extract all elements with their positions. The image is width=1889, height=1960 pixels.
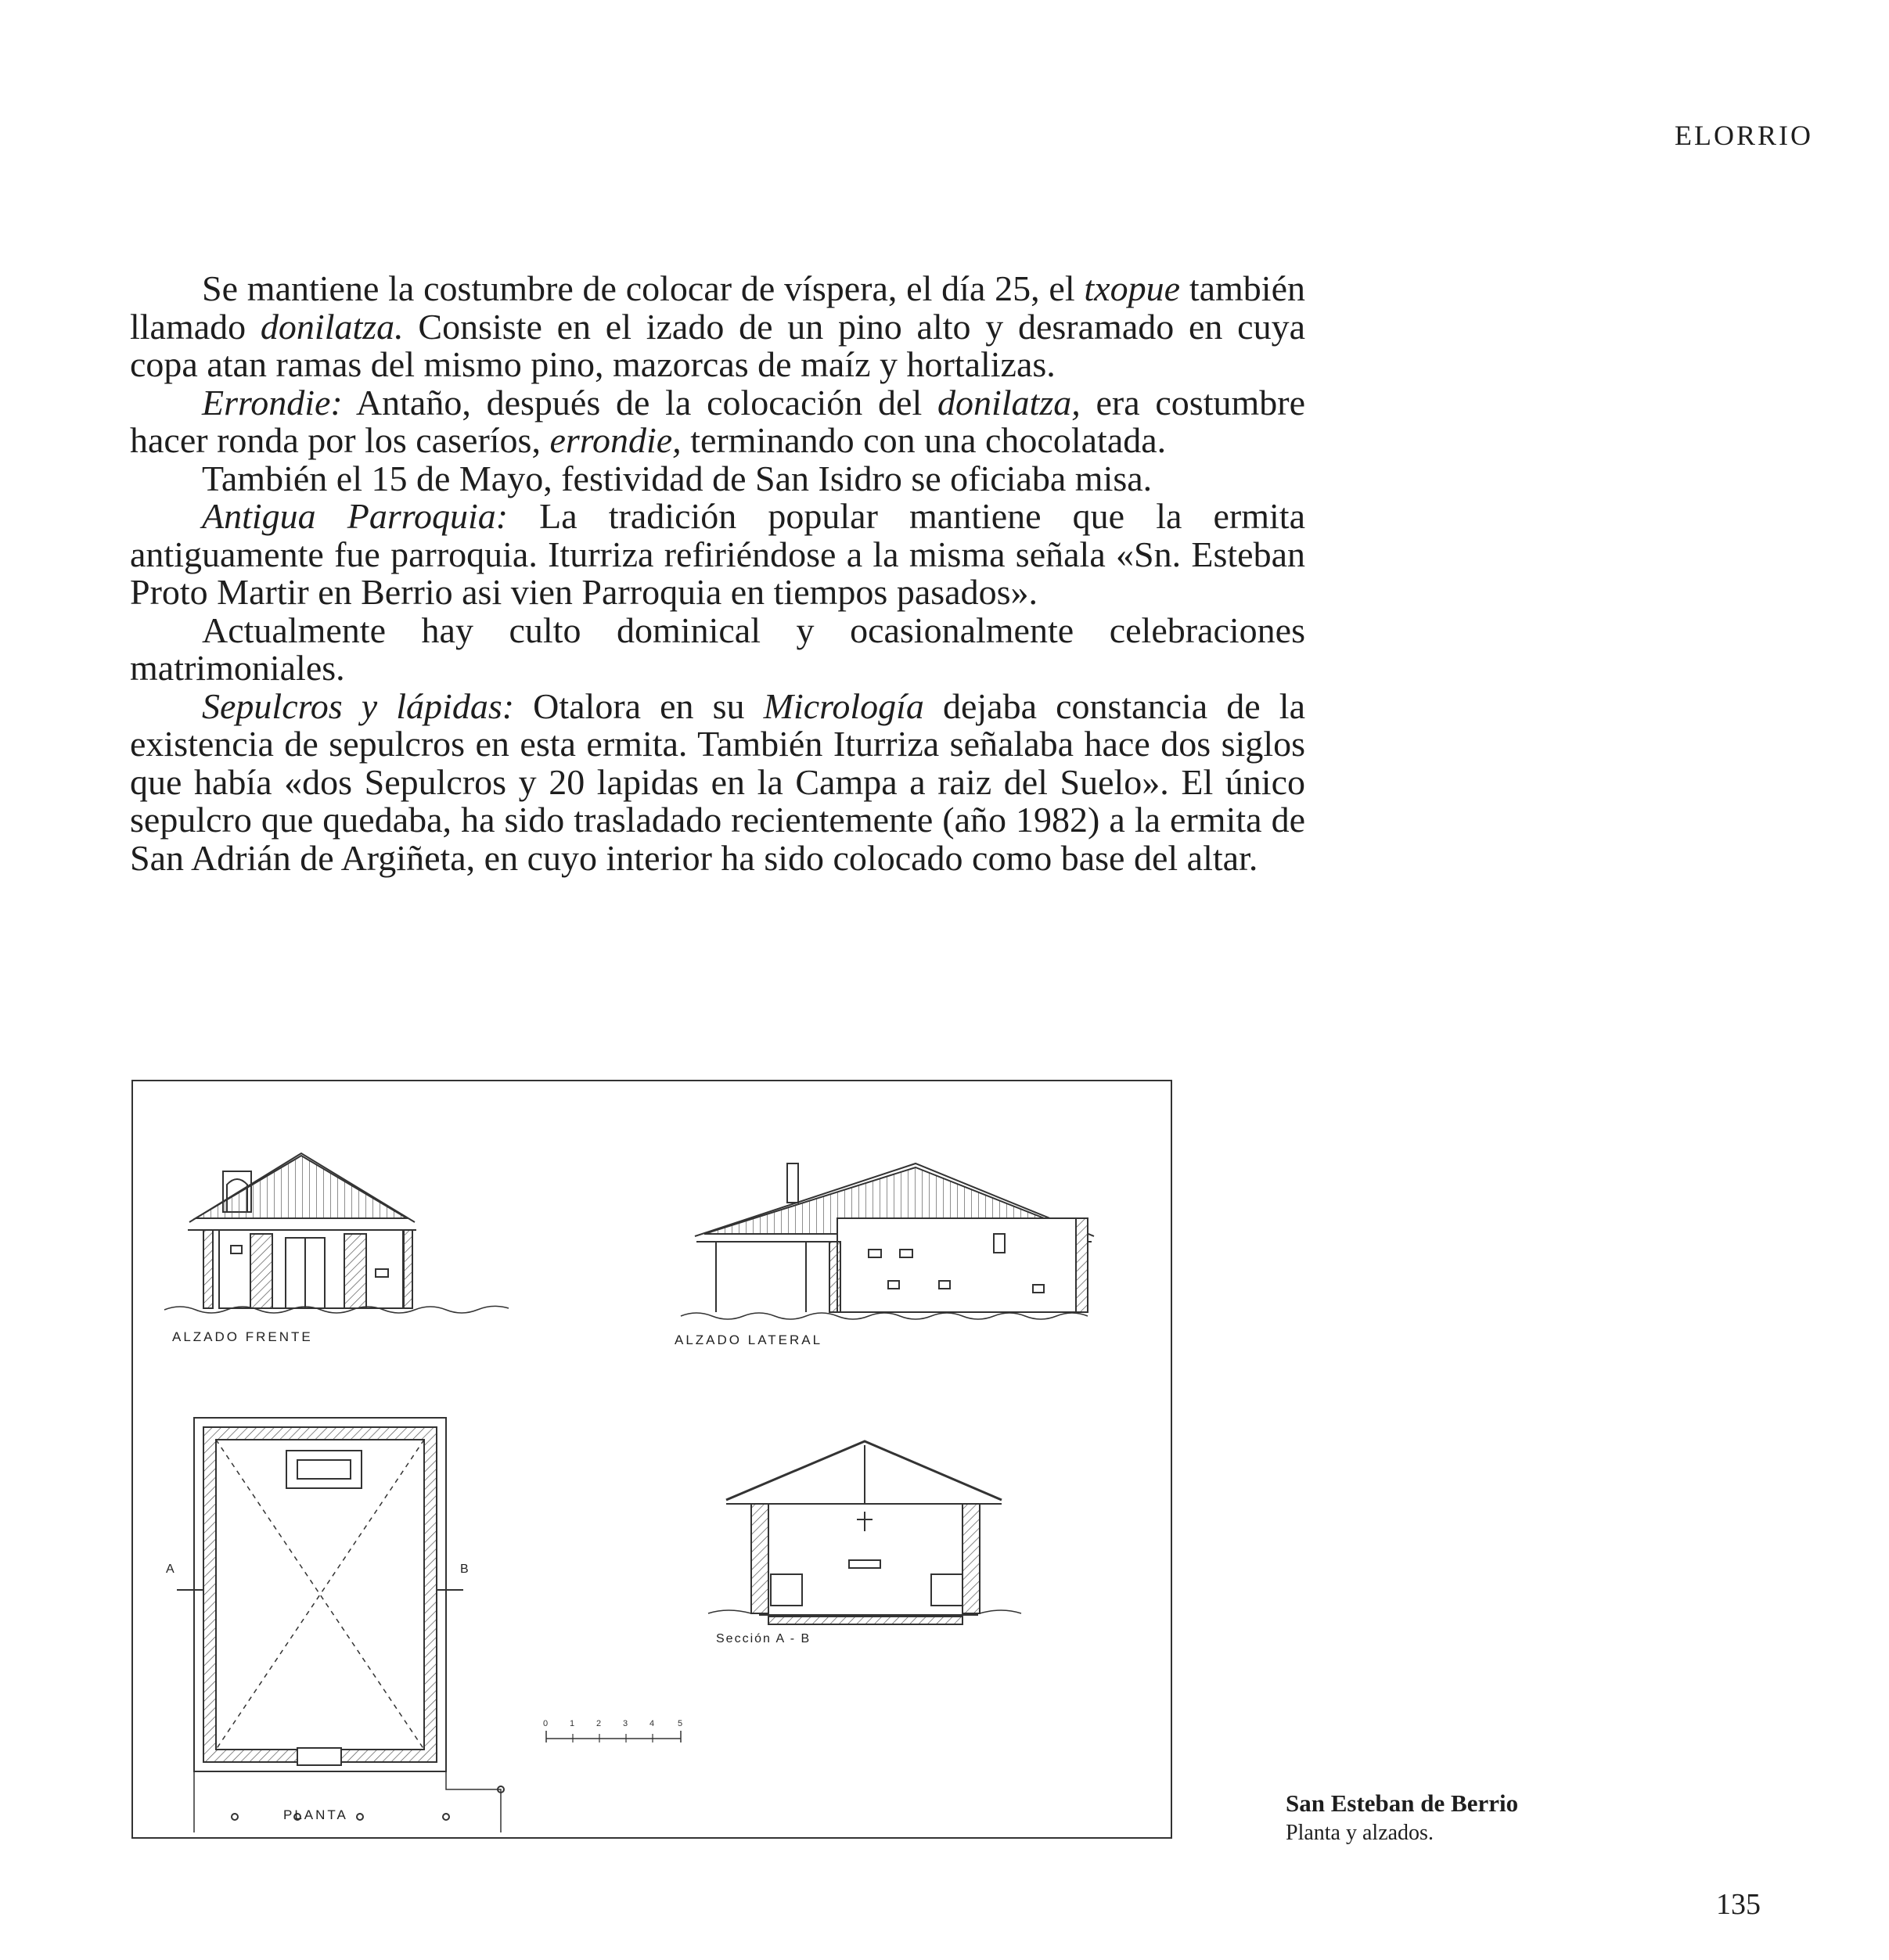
scale-tick-4: 4 [649,1719,655,1728]
section-label: Sección A - B [716,1632,811,1645]
paragraph-4 [130,498,1305,612]
paragraph-6 [130,685,1305,878]
scale-bar [543,1719,682,1742]
side-elevation-label: ALZADO LATERAL [675,1332,823,1347]
text-run: también llamado [130,268,1305,347]
text-run: Consiste en el izado de un pino alto y desramado en cuya copa atan ramas del mismo pino, mazorcas de maíz y hortalizas. [130,306,1305,384]
front-elevation [164,1153,509,1313]
scale-tick-2: 2 [596,1719,602,1728]
text-run: También el 15 de Mayo, festividad de San Isidro se oficiaba misa. [202,458,1153,498]
figure-caption [1286,1789,1599,1848]
architectural-drawings [133,1081,1174,1840]
caption-title: San Esteban de Berrio [1286,1789,1519,1817]
caption-subtitle: Planta y alzados. [1286,1821,1434,1845]
text-run: terminando con una chocolatada. [681,420,1167,460]
running-header: ELORRIO [1675,120,1813,151]
italic-run: txopue [1084,268,1181,308]
italic-run: Antigua Parroquia: [202,496,509,536]
italic-run: errondie, [549,420,682,460]
architectural-drawing-figure [131,1080,1172,1839]
scale-tick-1: 1 [570,1719,575,1728]
floor-plan [177,1418,504,1832]
side-elevation [681,1163,1094,1319]
paragraph-1 [130,270,1305,384]
paragraph-2 [130,384,1305,460]
italic-run: donilatza. [260,306,404,347]
text-run: Otalora en su [514,685,764,726]
text-run: La tradición popular mantiene que la ermita antiguamente fue parroquia. Iturriza refiriéndose a la misma señala «Sn. Esteban Proto Martir en Berrio asi vien Parroquia en tiempos pasados». [130,496,1305,612]
paragraph-5 [130,612,1305,688]
paragraph-3 [130,460,1305,498]
scale-tick-3: 3 [623,1719,628,1728]
page-number: 135 [1716,1888,1761,1921]
section-drawing [708,1441,1021,1624]
front-elevation-label: ALZADO FRENTE [172,1329,313,1344]
scale-tick-0: 0 [543,1719,549,1728]
italic-run: Sepulcros y lápidas: [202,685,515,726]
body-text [130,270,1305,877]
text-run: era costumbre hacer ronda por los caseríos, [130,382,1305,460]
text-run: Se mantiene la costumbre de colocar de víspera, el día 25, el [202,268,1085,308]
section-mark-a: A [166,1563,175,1576]
italic-run: donilatza, [937,382,1081,423]
text-run: Actualmente hay culto dominical y ocasionalmente celebraciones matrimoniales. [130,610,1305,688]
text-run: Antaño, después de la colocación del [342,382,937,423]
italic-run: Errondie: [202,382,343,423]
italic-run: Micrología [763,685,924,726]
section-mark-b: B [460,1563,469,1576]
text-run: dejaba constancia de la existencia de sepulcros en esta ermita. También Iturriza señalaba hace dos siglos que había «dos Sepulcros y 20 lapidas en la Campa a raiz del Suelo». El único sepulcro que quedaba, ha sido trasladado recientemente (año 1982) a la ermita de San Adrián de Argiñeta, en cuyo interior ha sido colocado como base del altar. [130,685,1305,878]
scale-tick-5: 5 [678,1719,683,1728]
plan-label: PLANTA [283,1807,348,1822]
